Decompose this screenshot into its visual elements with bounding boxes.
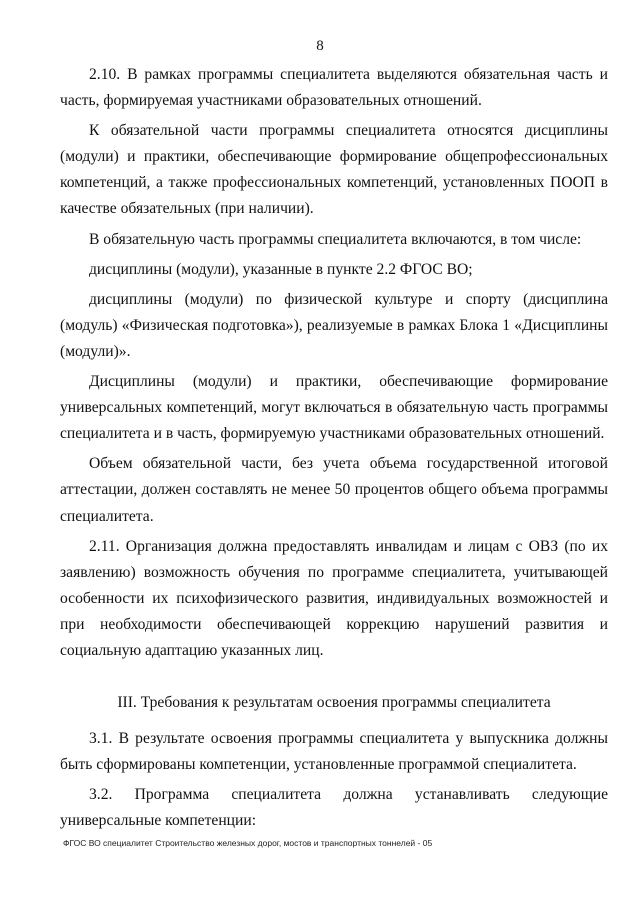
paragraph-3-1: 3.1. В результате освоения программы специалитета у выпускника должны быть сформированы компетенции, установленные программой специалитета. [60, 730, 608, 774]
footer-text: ФГОС ВО специалитет Строительство железных дорог, мостов и транспортных тоннелей - 05 [63, 838, 433, 848]
paragraph-disciplines-2-2: дисциплины (модули), указанные в пункте 2.2 ФГОС ВО; [89, 260, 473, 278]
section-heading-iii: III. Требования к результатам освоения программы специалитета [117, 694, 551, 712]
document-body [60, 62, 608, 839]
paragraph-included: В обязательную часть программы специалитета включаются, в том числе: [89, 230, 582, 248]
paragraph-2-10: 2.10. В рамках программы специалитета выделяются обязательная часть и часть, формируемая участниками образовательных отношений. [60, 66, 608, 110]
paragraph-physical-culture: дисциплины (модули) по физической культуре и спорту (дисциплина (модуль) «Физическая подготовка»), реализуемые в рамках Блока 1 «Дисциплины (модули)». [60, 290, 608, 360]
paragraph-universal-competences: Дисциплины (модули) и практики, обеспечивающие формирование универсальных компетенций, могут включаться в обязательную часть программы специалитета и в часть, формируемую участниками образовательных отношений. [60, 373, 608, 443]
paragraph-volume: Объем обязательной части, без учета объема государственной итоговой аттестации, должен составлять не менее 50 процентов общего объема программы специалитета. [60, 455, 608, 525]
page-number: 8 [316, 38, 324, 54]
paragraph-2-11: 2.11. Организация должна предоставлять инвалидам и лицам с ОВЗ (по их заявлению) возможность обучения по программе специалитета, учитывающей особенности их психофизического развития, индивидуальных возможностей и при необходимости обеспечивающей коррекцию нарушений развития и социальную адаптацию указанных лиц. [60, 537, 608, 659]
paragraph-3-2: 3.2. Программа специалитета должна устанавливать следующие универсальные компетенции: [60, 786, 608, 830]
paragraph-mandatory-part: К обязательной части программы специалитета относятся дисциплины (модули) и практики, обеспечивающие формирование общепрофессиональных компетенций, а также профессиональных компетенций, установленных ПООП в качестве обязательных (при наличии). [60, 122, 608, 218]
